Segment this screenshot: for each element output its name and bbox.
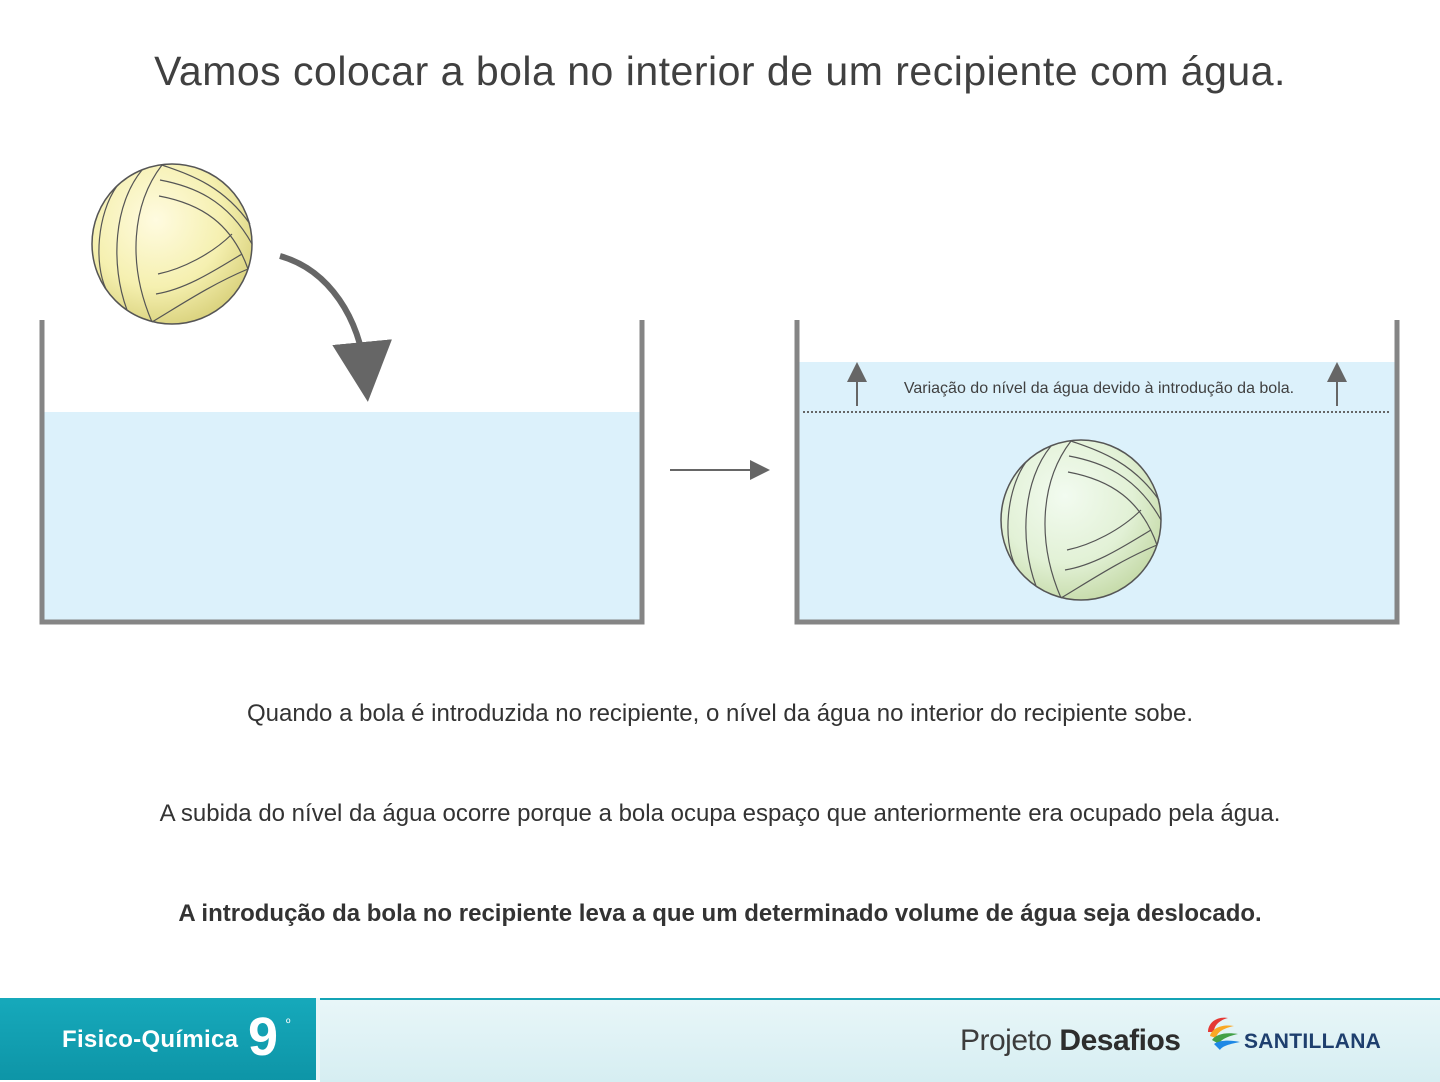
grade-suffix: º: [286, 1016, 291, 1030]
left-water: [44, 412, 640, 620]
volleyball-submerged: [1001, 440, 1161, 600]
santillana-logo-icon: [1204, 1012, 1242, 1052]
project-name: Desafios: [1059, 1024, 1181, 1057]
conclusion-line: A introdução da bola no recipiente leva a que um determinado volume de água seja deslocado.: [178, 900, 1262, 927]
project-logo: [960, 1024, 1180, 1058]
explanation-line-2: A subida do nível da água ocorre porque a bola ocupa espaço que anteriormente era ocupado pela água.: [159, 800, 1281, 827]
left-container: [42, 320, 642, 622]
explanation-line-1: Quando a bola é introduzida no recipiente, o nível da água no interior do recipiente sobe.: [247, 700, 1193, 727]
subject-label: Fisico-Química: [62, 1026, 239, 1053]
slide-title: Vamos colocar a bola no interior de um recipiente com água.: [154, 48, 1286, 94]
drop-arrow: [280, 256, 365, 372]
grade-number: 9: [248, 1007, 279, 1067]
publisher-name: SANTILLANA: [1244, 1030, 1382, 1053]
level-label: Variação do nível da água devido à introdução da bola.: [903, 380, 1295, 397]
project-prefix: Projeto: [960, 1024, 1052, 1057]
footer-brand-panel: [320, 998, 1440, 1082]
displacement-illustration: [0, 150, 1440, 650]
footer-bar: [0, 998, 1440, 1080]
footer-subject-panel: [0, 998, 320, 1080]
volleyball-dry: [92, 164, 252, 324]
